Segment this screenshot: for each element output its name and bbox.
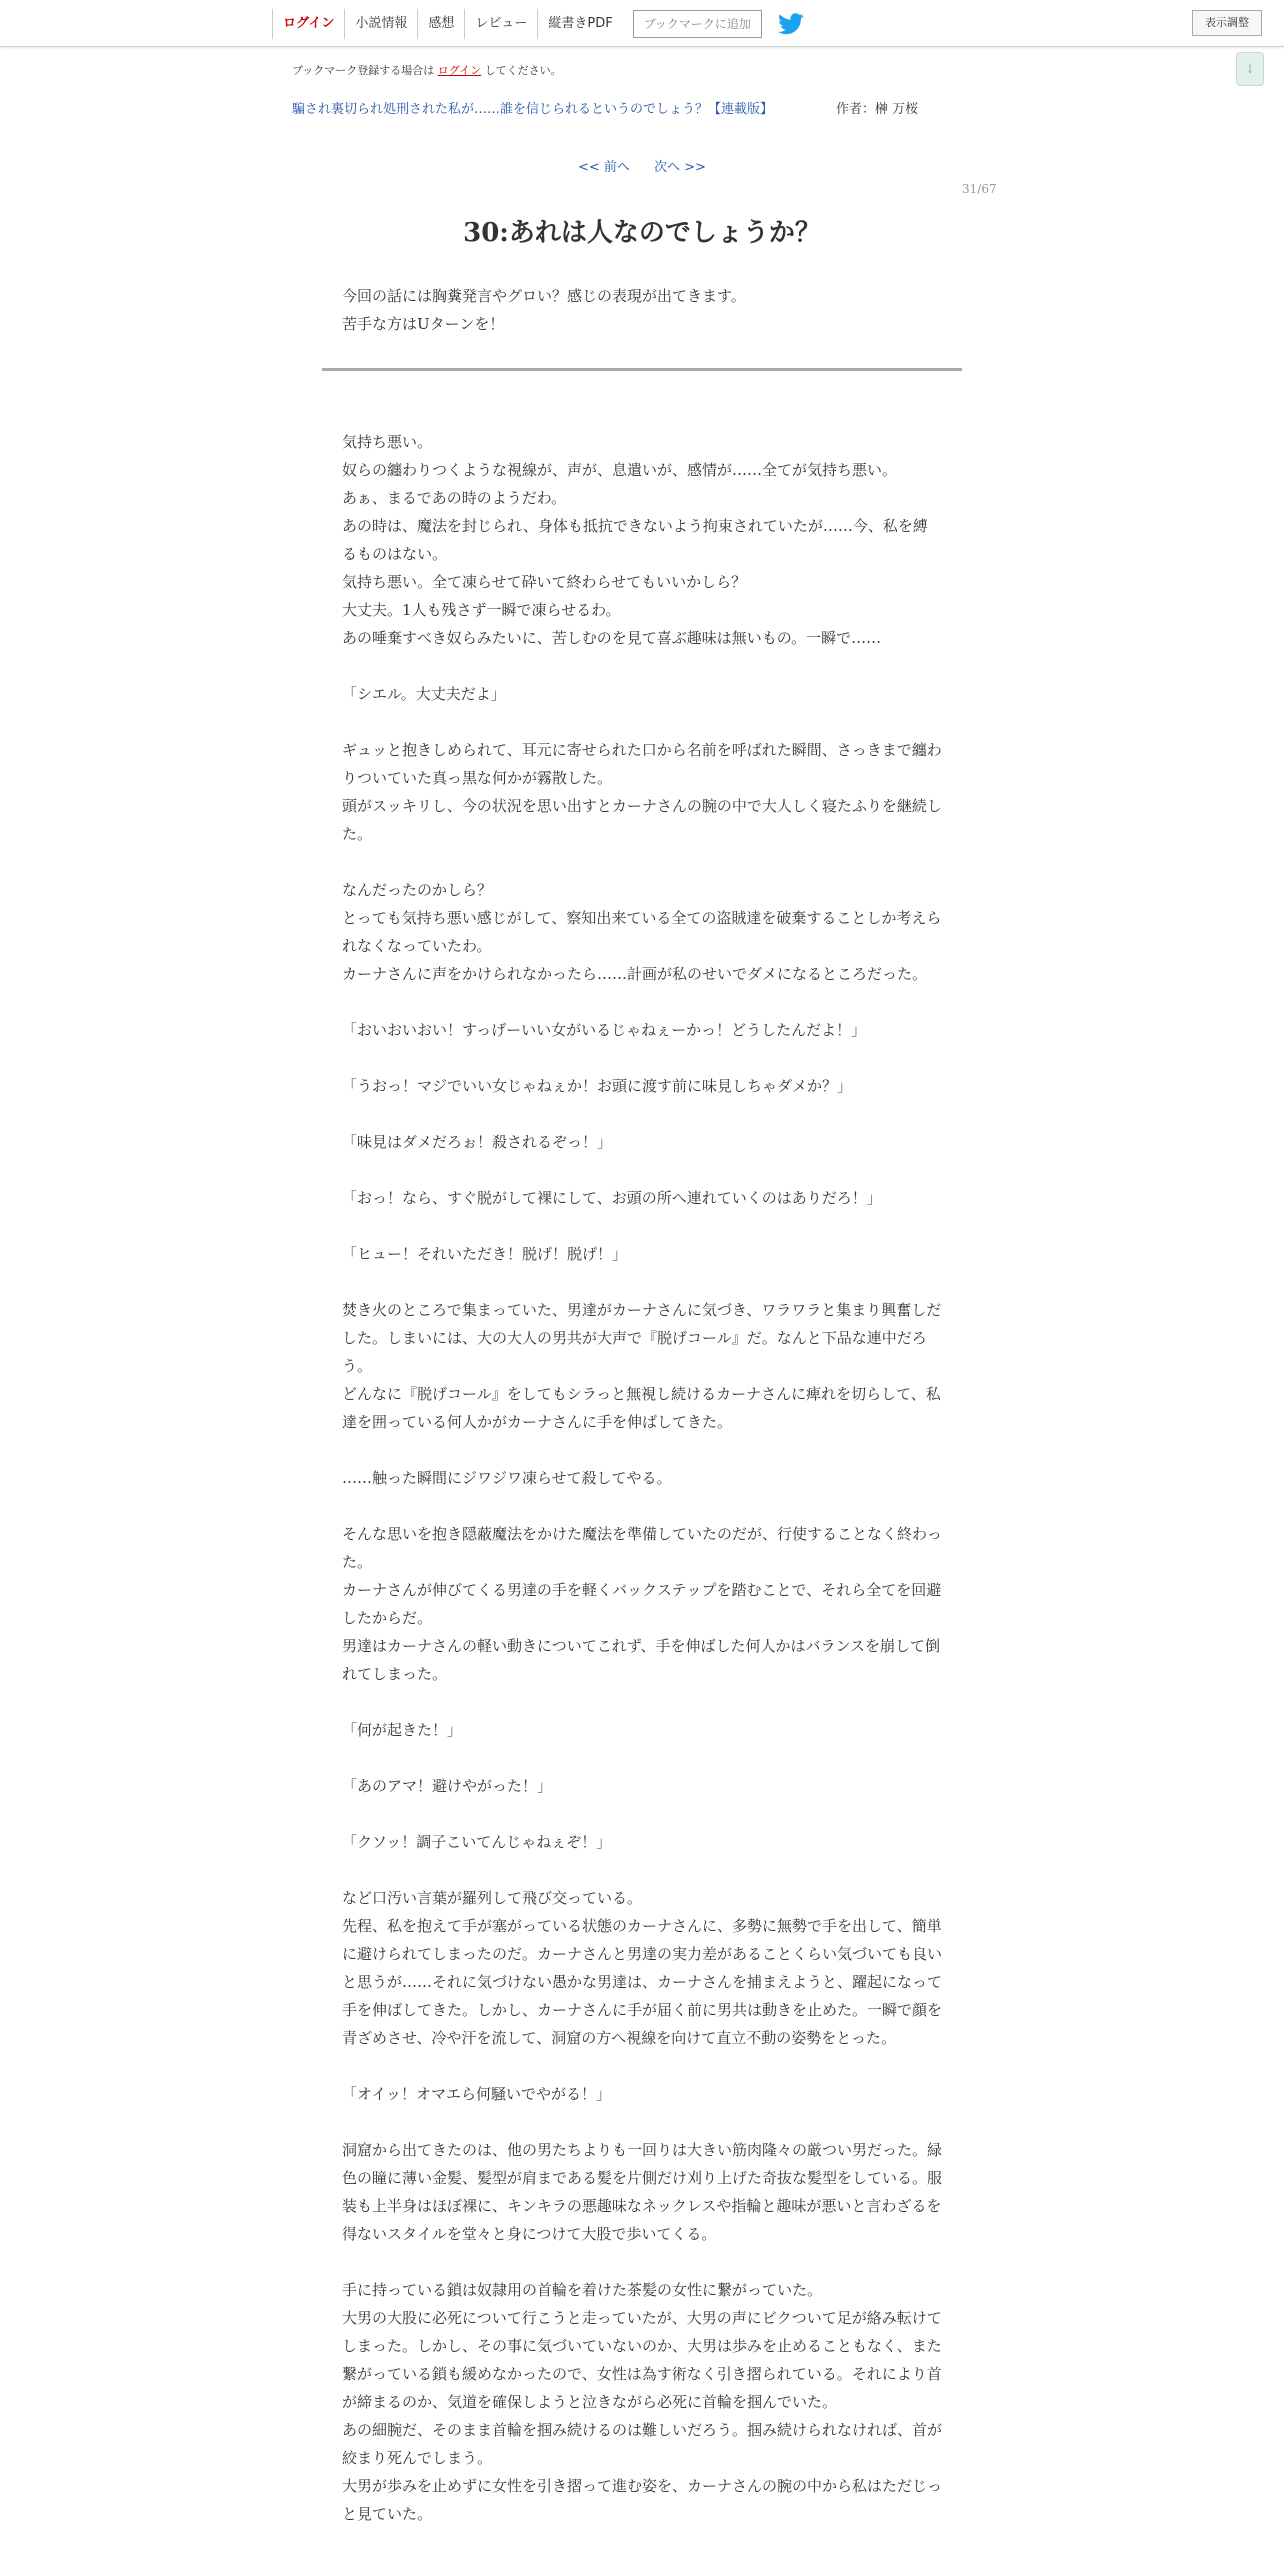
body-paragraph [342, 1688, 942, 1716]
body-paragraph [342, 2248, 942, 2276]
body-paragraph: 焚き火のところで集まっていた、男達がカーナさんに気づき、ワラワラと集まり興奮しだした。しまいには、大の大人の男共が大声で『脱げコール』だ。なんと下品な連中だろう。 [342, 1301, 942, 1375]
body-paragraph: 洞窟から出てきたのは、他の男たちよりも一回りは大きい筋肉隆々の厳つい男だった。緑色の瞳に薄い金髪、髪型が肩まである髪を片側だけ刈り上げた奇抜な髪型をしている。服装も上半身はほぼ裸に、キンキラの悪趣味なネックレスや指輪と趣味が悪いと言わざるを得ないスタイルを堂々と身につけて大股で歩いてくる。 [342, 2141, 943, 2243]
body-paragraph [342, 708, 942, 736]
body-paragraph: カーナさんが伸びてくる男達の手を軽くバックステップを踏むことで、それら全てを回避したからだ。 [342, 1581, 942, 1627]
body-paragraph: 大丈夫。1人も残さず一瞬で凍らせるわ。 [342, 601, 621, 619]
body-paragraph: あの唾棄すべき奴らみたいに、苦しむのを見て喜ぶ趣味は無いもの。一瞬で…… [342, 629, 882, 647]
body-paragraph: 男達はカーナさんの軽い動きについてこれず、手を伸ばした何人かはバランスを崩して倒れてしまった。 [342, 1637, 941, 1683]
display-settings-button[interactable]: 表示調整 [1192, 10, 1262, 36]
body-paragraph [342, 1492, 942, 1520]
body-paragraph: 「味見はダメだろぉ！殺されるぞっ！」 [342, 1133, 613, 1151]
bookmark-note-prefix: ブックマーク登録する場合は [292, 64, 435, 77]
body-paragraph [342, 652, 942, 680]
bookmark-note-suffix: してください。 [484, 64, 562, 77]
body-paragraph [342, 2108, 942, 2136]
body-paragraph: あの時は、魔法を封じられ、身体も抵抗できないよう拘束されていたが……今、私を縛るものはない。 [342, 517, 928, 563]
body-paragraph: 頭がスッキリし、今の状況を思い出すとカーナさんの腕の中で大人しく寝たふりを継続した。 [342, 797, 942, 843]
body-paragraph [342, 1156, 942, 1184]
twitter-icon[interactable] [778, 13, 804, 35]
body-paragraph: 「何が起きた！」 [342, 1721, 463, 1739]
body-paragraph: 「あのアマ！避けやがった！」 [342, 1777, 553, 1795]
body-paragraph [342, 1100, 942, 1128]
preface-line: 今回の話には胸糞発言やグロい？感じの表現が出てきます。 [342, 287, 746, 305]
body-paragraph [342, 848, 942, 876]
prev-chapter-link[interactable]: << 前へ [578, 160, 630, 175]
body-paragraph: 気持ち悪い。 [342, 433, 433, 451]
author-name: 作者：榊 万桜 [836, 102, 919, 117]
chapter-title: 30:あれは人なのでしょうか？ [463, 218, 821, 248]
bookmark-login-note [292, 62, 562, 78]
top-navigation-bar [0, 0, 1284, 47]
body-paragraph [342, 1268, 942, 1296]
body-paragraph [342, 1744, 942, 1772]
body-paragraph: など口汚い言葉が羅列して飛び交っている。 [342, 1889, 643, 1907]
body-paragraph: とっても気持ち悪い感じがして、察知出来ている全ての盗賊達を破棄することしか考えられなくなっていたわ。 [342, 909, 942, 955]
page-count: 31/67 [962, 182, 997, 196]
body-paragraph: 「シエル。大丈夫だよ」 [342, 685, 506, 703]
chapter-body [342, 428, 942, 2528]
preface-line: 苦手な方はUターンを！ [342, 315, 505, 333]
nav-impressions-link[interactable]: 感想 [417, 9, 464, 39]
body-paragraph [342, 1856, 942, 1884]
body-paragraph: 先程、私を抱えて手が塞がっている状態のカーナさんに、多勢に無勢で手を出して、簡単に避けられてしまったのだ。カーナさんと男達の実力差があることくらい気づいても良いと思うが……それに気づけない愚かな男達は、カーナさんを捕まえようと、躍起になって手を伸ばしてきた。しかし、カーナさんに手が届く前に男共は動きを止めた。一瞬で顔を青ざめさせ、冷や汗を流して、洞窟の方へ視線を向けて直立不動の姿勢をとった。 [342, 1917, 943, 2047]
body-paragraph: 気持ち悪い。全て凍らせて砕いて終わらせてもいいかしら？ [342, 573, 747, 591]
chapter-pager [0, 156, 1284, 175]
body-paragraph [342, 988, 942, 1016]
body-paragraph: あぁ、まるであの時のようだわ。 [342, 489, 567, 507]
chapter-preface [342, 282, 942, 338]
series-title-link[interactable]: 騙され裏切られ処刑された私が……誰を信じられるというのでしょう？【連載版】 [292, 102, 774, 117]
body-paragraph: カーナさんに声をかけられなかったら……計画が私のせいでダメになるところだった。 [342, 965, 928, 983]
body-paragraph: どんなに『脱げコール』をしてもシラっと無視し続けるカーナさんに痺れを切らして、私達を囲っている何人かがカーナさんに手を伸ばしてきた。 [342, 1385, 941, 1431]
body-paragraph: 「おっ！なら、すぐ脱がして裸にして、お頭の所へ連れていくのはありだろ！」 [342, 1189, 882, 1207]
body-paragraph: 「クソッ！調子こいてんじゃねぇぞ！」 [342, 1833, 612, 1851]
body-paragraph: 奴らの纏わりつくような視線が、声が、息遣いが、感情が……全てが気持ち悪い。 [342, 461, 898, 479]
body-paragraph: ギュッと抱きしめられて、耳元に寄せられた口から名前を呼ばれた瞬間、さっきまで纏わりついていた真っ黒な何かが霧散した。 [342, 741, 942, 787]
body-paragraph [342, 1212, 942, 1240]
nav-novel-info-link[interactable]: 小説情報 [344, 9, 417, 39]
body-paragraph [342, 1044, 942, 1072]
body-paragraph: ……触った瞬間にジワジワ凍らせて殺してやる。 [342, 1469, 672, 1487]
add-bookmark-button[interactable]: ブックマークに追加 [633, 10, 762, 38]
body-paragraph: 手に持っている鎖は奴隷用の首輪を着けた茶髪の女性に繋がっていた。 [342, 2281, 823, 2299]
bookmark-note-login-link[interactable]: ログイン [437, 64, 482, 77]
preface-divider [322, 368, 962, 371]
scroll-down-button[interactable]: ↓ [1236, 52, 1264, 86]
nav-list [272, 9, 804, 39]
next-chapter-link[interactable]: 次へ >> [654, 160, 706, 175]
body-paragraph [342, 1436, 942, 1464]
nav-login-link[interactable]: ログイン [272, 9, 344, 39]
body-paragraph: あの細腕だ、そのまま首輪を掴み続けるのは難しいだろう。掴み続けられなければ、首が絞まり死んでしまう。 [342, 2421, 943, 2467]
body-paragraph: 「うおっ！マジでいい女じゃねぇか！お頭に渡す前に味見しちゃダメか？」 [342, 1077, 853, 1095]
body-paragraph [342, 2052, 942, 2080]
body-paragraph [342, 1800, 942, 1828]
body-paragraph: 「ヒュー！それいただき！脱げ！脱げ！」 [342, 1245, 628, 1263]
body-paragraph: 大男の大股に必死について行こうと走っていたが、大男の声にビクついて足が絡み転けてしまった。しかし、その事に気づいていないのか、大男は歩みを止めることもなく、また繋がっている鎖も緩めなかったので、女性は為す術なく引き摺られている。それにより首が締まるのか、気道を確保しようと泣きながら必死に首輪を掴んでいた。 [342, 2309, 942, 2411]
body-paragraph: 「オイッ！オマエら何騒いでやがる！」 [342, 2085, 611, 2103]
body-paragraph: なんだったのかしら？ [342, 881, 493, 899]
nav-reviews-link[interactable]: レビュー [464, 9, 537, 39]
body-paragraph: 大男が歩みを止めずに女性を引き摺って進む姿を、カーナさんの腕の中から私はただじっと見ていた。 [342, 2477, 943, 2523]
body-paragraph: そんな思いを抱き隠蔽魔法をかけた魔法を準備していたのだが、行使することなく終わった。 [342, 1525, 942, 1571]
nav-vertical-pdf-link[interactable]: 縦書きPDF [537, 9, 622, 39]
body-paragraph: 「おいおいおい！すっげーいい女がいるじゃねぇーかっ！どうしたんだよ！」 [342, 1021, 867, 1039]
